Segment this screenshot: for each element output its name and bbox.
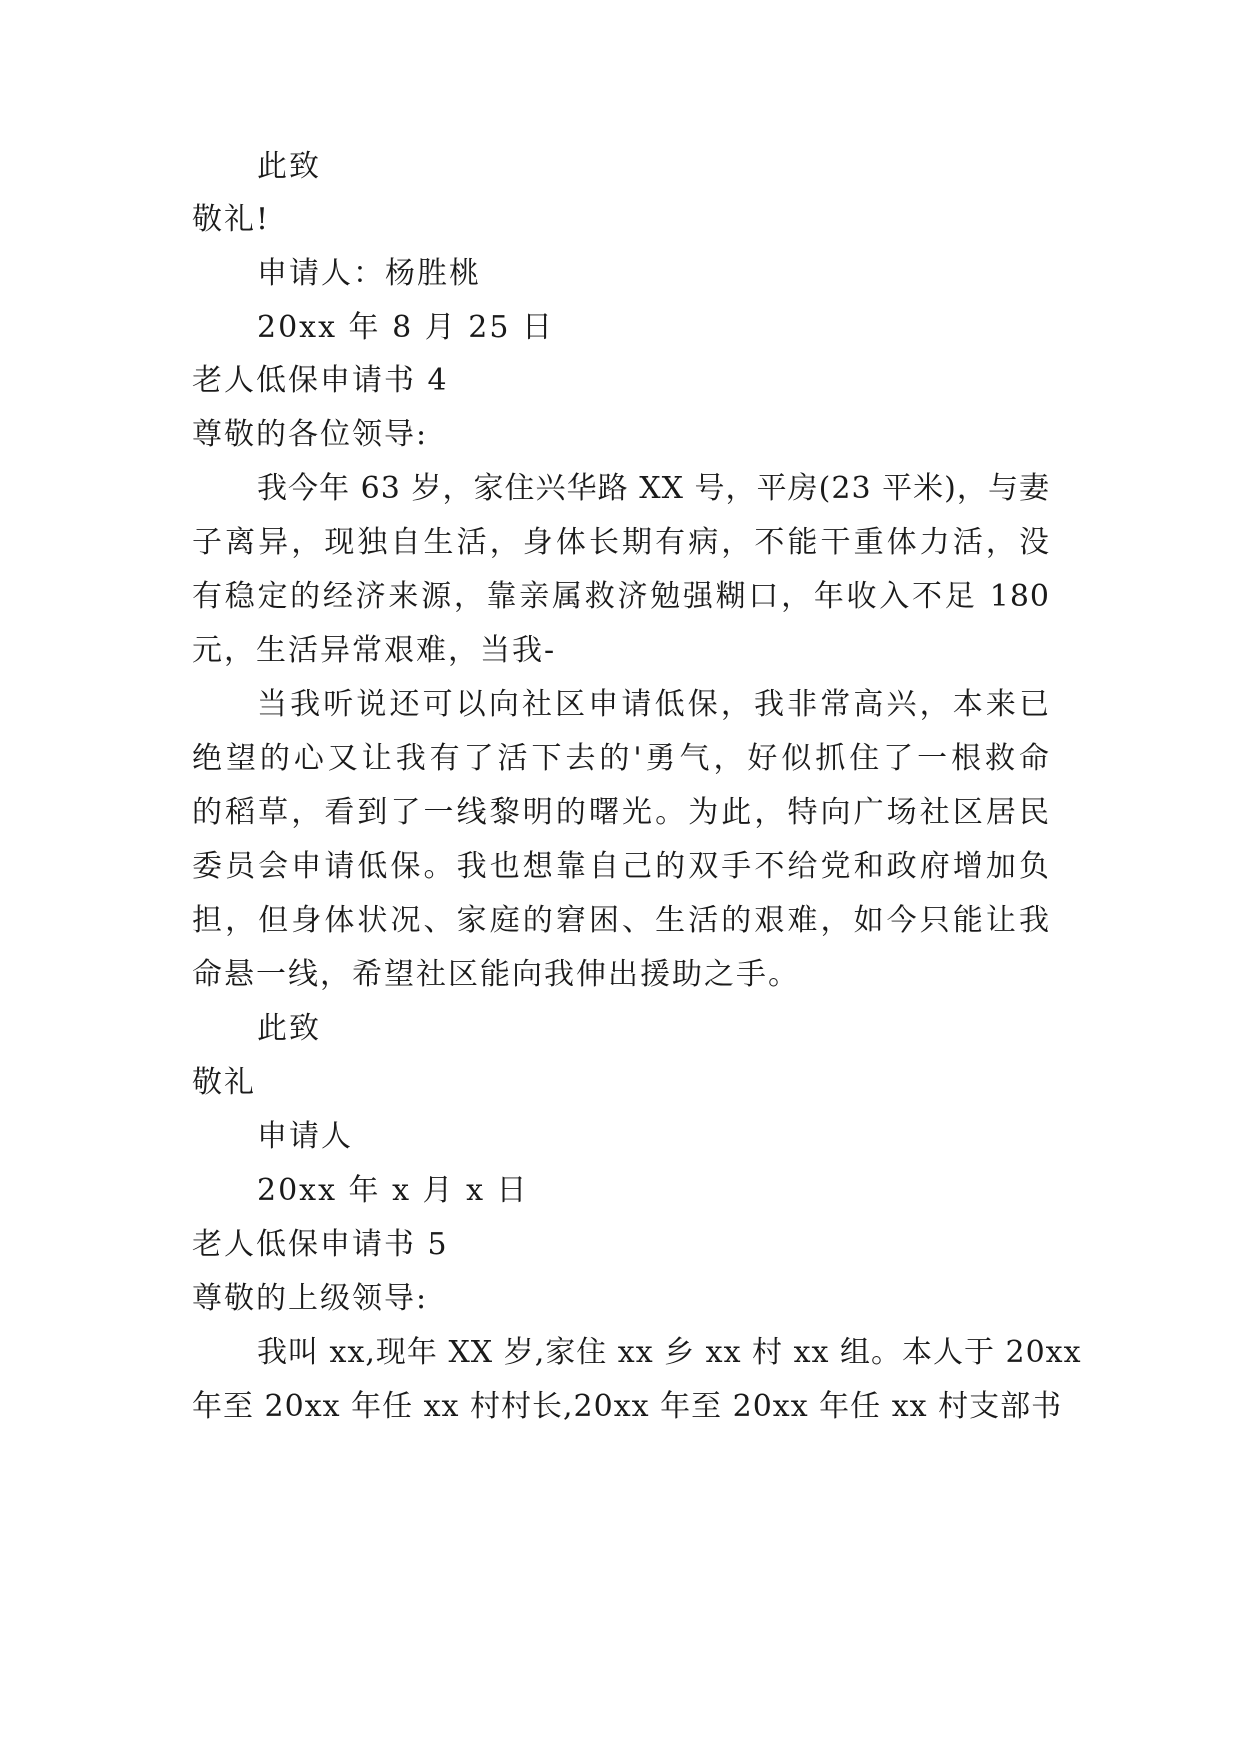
letter4-applicant: 申请人	[257, 1119, 353, 1154]
letter4-para2-line: 委员会申请低保。我也想靠自己的双手不给党和政府增加负	[192, 849, 1050, 884]
letter4-para1-line: 子离异，现独自生活，身体长期有病，不能干重体力活，没	[192, 525, 1050, 560]
letter4-salutation: 此致	[257, 1011, 321, 1046]
letter3-applicant: 申请人：杨胜桃	[257, 256, 481, 291]
letter5-greeting: 尊敬的上级领导:	[192, 1281, 429, 1316]
letter4-para2-line: 绝望的心又让我有了活下去的'勇气，好似抓住了一根救命	[192, 741, 1050, 776]
letter3-regards: 敬礼!	[192, 202, 271, 237]
letter3-date: 20xx 年 8 月 25 日	[257, 310, 554, 345]
letter4-greeting: 尊敬的各位领导:	[192, 417, 429, 452]
letter4-para2-line: 的稻草，看到了一线黎明的曙光。为此，特向广场社区居民	[192, 795, 1050, 830]
letter4-date: 20xx 年 x 月 x 日	[257, 1173, 529, 1208]
letter4-para2-line: 担，但身体状况、家庭的窘困、生活的艰难，如今只能让我	[192, 903, 1050, 938]
letter3-salutation: 此致	[257, 149, 321, 184]
letter4-para1-line: 我今年 63 岁，家住兴华路 XX 号，平房(23 平米)，与妻	[257, 471, 1050, 506]
letter4-para1-line: 元，生活异常艰难，当我-	[192, 633, 557, 668]
letter4-regards: 敬礼	[192, 1065, 256, 1100]
letter5-para1-line: 我叫 xx,现年 XX 岁,家住 xx 乡 xx 村 xx 组。本人于 20xx	[257, 1335, 1082, 1370]
letter4-title: 老人低保申请书 4	[192, 363, 449, 398]
letter4-para2-line: 命悬一线，希望社区能向我伸出援助之手。	[192, 957, 800, 992]
letter4-para2-line: 当我听说还可以向社区申请低保，我非常高兴，本来已	[257, 687, 1050, 722]
letter5-title: 老人低保申请书 5	[192, 1227, 449, 1262]
letter4-para1-line: 有稳定的经济来源，靠亲属救济勉强糊口，年收入不足 180	[192, 579, 1050, 614]
letter5-para1-line: 年至 20xx 年任 xx 村村长,20xx 年至 20xx 年任 xx 村支部书	[192, 1389, 1063, 1424]
